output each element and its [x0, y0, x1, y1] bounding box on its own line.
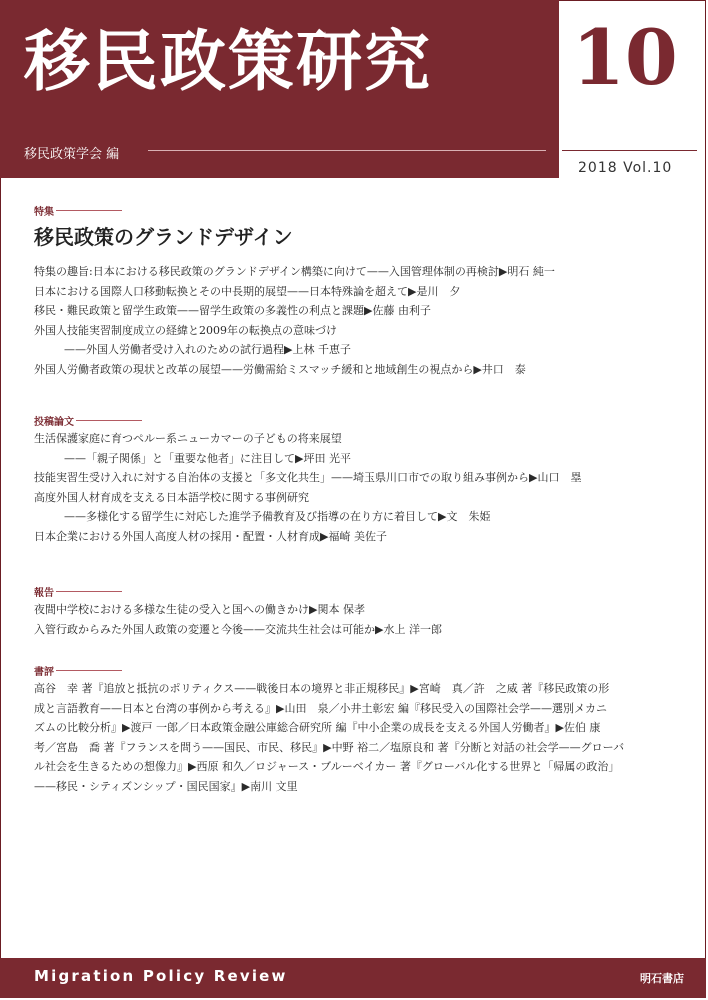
- toc-line: ——外国人労働者受け入れのための試行過程▶上林 千恵子: [64, 343, 351, 357]
- toc-line: 技能実習生受け入れに対する自治体の支援と「多文化共生」——埼玉県川口市での取り組み事例から▶山口 塁: [34, 471, 582, 485]
- toc-line: 入管行政からみた外国人政策の変遷と今後——交流共生社会は可能か▶水上 洋一郎: [34, 622, 442, 636]
- book-review-label: 書評: [34, 667, 54, 678]
- footer-band: [0, 958, 706, 998]
- feature-label: 特集: [34, 207, 54, 218]
- volume-rule: [562, 150, 697, 151]
- section-rule: [76, 420, 142, 421]
- journal-title: 移民政策研究: [24, 22, 432, 100]
- toc-line: 外国人技能実習制度成立の経緯と2009年の転換点の意味づけ: [34, 323, 337, 337]
- title-band: [0, 0, 559, 178]
- toc-line: ——「親子関係」と「重要な他者」に注目して▶坪田 光平: [64, 451, 351, 465]
- toc-line: 成と言語教育——日本と台湾の事例から考える』▶山田 泉／小井土彰宏 編『移民受入の国際社会学——選別メカニ: [34, 701, 607, 715]
- feature-title: 移民政策のグランドデザイン: [34, 225, 293, 249]
- editor-rule: [148, 150, 546, 151]
- feature-section: [34, 200, 684, 380]
- toc-line: 夜間中学校における多様な生徒の受入と国への働きかけ▶関本 保孝: [34, 603, 365, 616]
- report-label: 報告: [34, 588, 54, 599]
- english-title: Migration Policy Review: [34, 967, 288, 985]
- toc-line: 特集の趣旨:日本における移民政策のグランドデザイン構築に向けて——入国管理体制の再検討▶明石 純一: [34, 265, 555, 278]
- publisher-name: 明石書店: [640, 972, 684, 985]
- report-section: [34, 581, 684, 639]
- toc-line: 日本における国際人口移動転換とその中長期的展望——日本特殊論を超えて▶是川 夕: [34, 284, 461, 298]
- section-rule: [56, 670, 122, 671]
- toc-line: 高度外国人材育成を支える日本語学校に関する事例研究: [34, 490, 309, 504]
- submitted-section: [34, 410, 684, 547]
- year-volume: 2018 Vol.10: [578, 160, 673, 176]
- volume-number: 10: [572, 13, 678, 102]
- toc-line: 移民・難民政策と留学生政策——留学生政策の多義性の利点と課題▶佐藤 由利子: [34, 304, 431, 318]
- section-rule: [56, 591, 122, 592]
- toc-line: ル社会を生きるための想像力』▶西原 和久／ロジャース・ブルーベイカー 著『グローバル化する世界と「帰属の政治」: [34, 760, 620, 774]
- toc-line: 考／宮島 喬 著『フランスを問う——国民、市民、移民』▶中野 裕二／塩原良和 著『分断と対話の社会学——グローバ: [34, 740, 625, 754]
- submitted-label: 投稿論文: [34, 417, 74, 428]
- book-review-section: [34, 660, 684, 797]
- toc-line: ズムの比較分析』▶渡戸 一郎／日本政策金融公庫総合研究所 編『中小企業の成長を支える外国人労働者』▶佐伯 康: [34, 721, 601, 735]
- section-rule: [56, 210, 122, 211]
- toc-line: 外国人労働者政策の現状と改革の展望——労働需給ミスマッチ緩和と地域創生の視点から▶井口 泰: [34, 362, 526, 376]
- toc-line: 日本企業における外国人高度人材の採用・配置・人材育成▶福崎 美佐子: [34, 529, 387, 543]
- toc-line: ——移民・シティズンシップ・国民国家』▶南川 文里: [34, 779, 298, 793]
- toc-line: 高谷 幸 著『追放と抵抗のポリティクス——戦後日本の境界と非正規移民』▶宮崎 真／許 之威 著『移民政策の形: [34, 682, 610, 695]
- toc-line: 生活保護家庭に育つペルー系ニューカマーの子どもの将来展望: [34, 432, 342, 445]
- editor-credit: 移民政策学会 編: [24, 147, 120, 162]
- toc-line: ——多様化する留学生に対応した進学予備教育及び指導の在り方に着目して▶文 朱姫: [64, 510, 491, 524]
